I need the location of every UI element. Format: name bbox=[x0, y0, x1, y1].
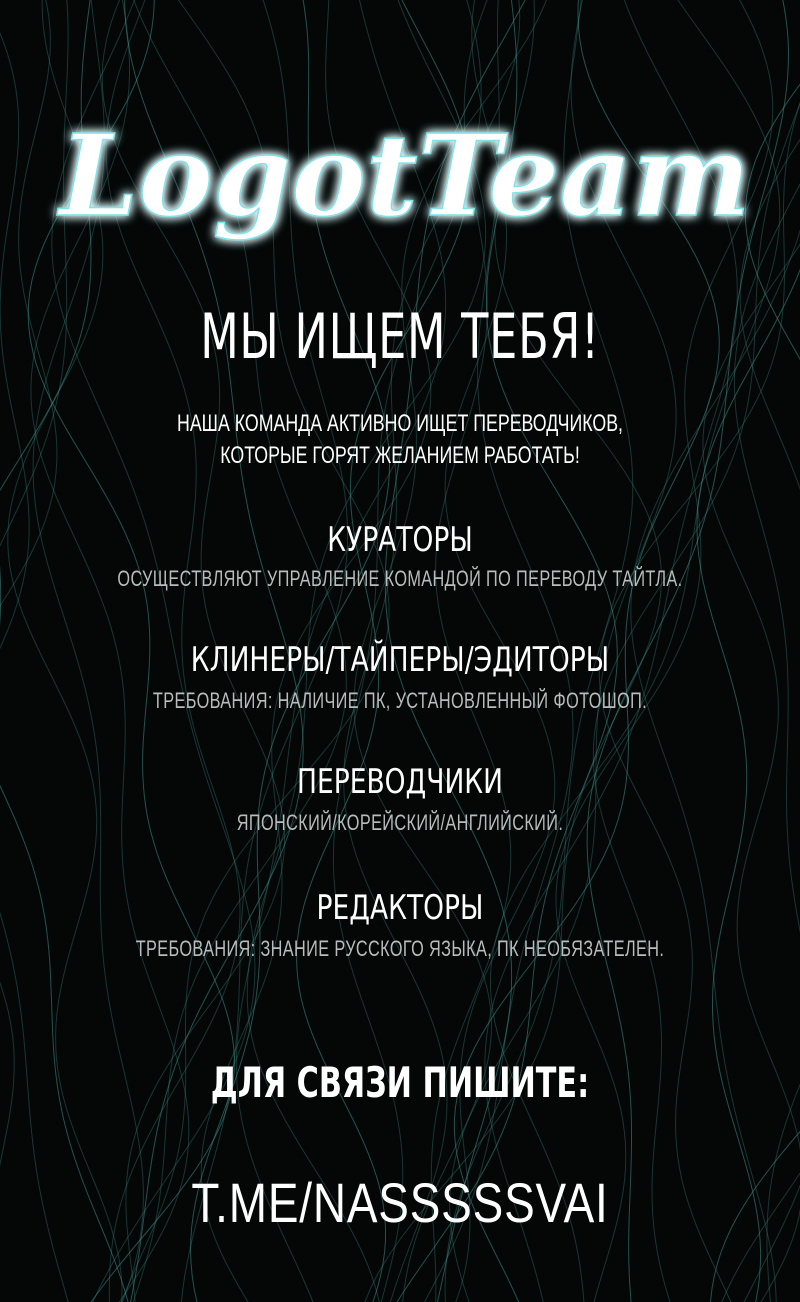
logo-text: LogotTeam bbox=[59, 111, 751, 242]
section-desc-translators: ЯПОНСКИЙ/КОРЕЙСКИЙ/АНГЛИЙСКИЙ. bbox=[236, 810, 564, 835]
intro-line-1: НАША КОМАНДА АКТИВНО ИЩЕТ ПЕРЕВОДЧИКОВ, bbox=[177, 410, 623, 437]
section-desc-cleaners: ТРЕБОВАНИЯ: НАЛИЧИЕ ПК, УСТАНОВЛЕННЫЙ ФОТОШОП. bbox=[152, 688, 648, 713]
logo bbox=[59, 95, 751, 265]
headline: МЫ ИЩЕМ ТЕБЯ! bbox=[200, 300, 600, 373]
section-title-cleaners: КЛИНЕРЫ/ТАЙПЕРЫ/ЭДИТОРЫ bbox=[190, 640, 610, 680]
section-title-curators: КУРАТОРЫ bbox=[327, 520, 473, 560]
contact-title: ДЛЯ СВЯЗИ ПИШИТЕ: bbox=[210, 1058, 590, 1107]
section-desc-editors: ТРЕБОВАНИЯ: ЗНАНИЕ РУССКОГО ЯЗЫКА, ПК НЕОБЯЗАТЕЛЕН. bbox=[135, 936, 665, 961]
intro bbox=[104, 408, 696, 472]
intro-line-2: КОТОРЫЕ ГОРЯТ ЖЕЛАНИЕМ РАБОТАТЬ! bbox=[220, 442, 580, 469]
contact-link[interactable]: T.ME/NASSSSSVAI bbox=[191, 1171, 609, 1234]
section-title-editors: РЕДАКТОРЫ bbox=[316, 888, 484, 928]
section-desc-curators: ОСУЩЕСТВЛЯЮТ УПРАВЛЕНИЕ КОМАНДОЙ ПО ПЕРЕВОДУ ТАЙТЛА. bbox=[117, 566, 683, 591]
section-title-translators: ПЕРЕВОДЧИКИ bbox=[297, 762, 503, 802]
